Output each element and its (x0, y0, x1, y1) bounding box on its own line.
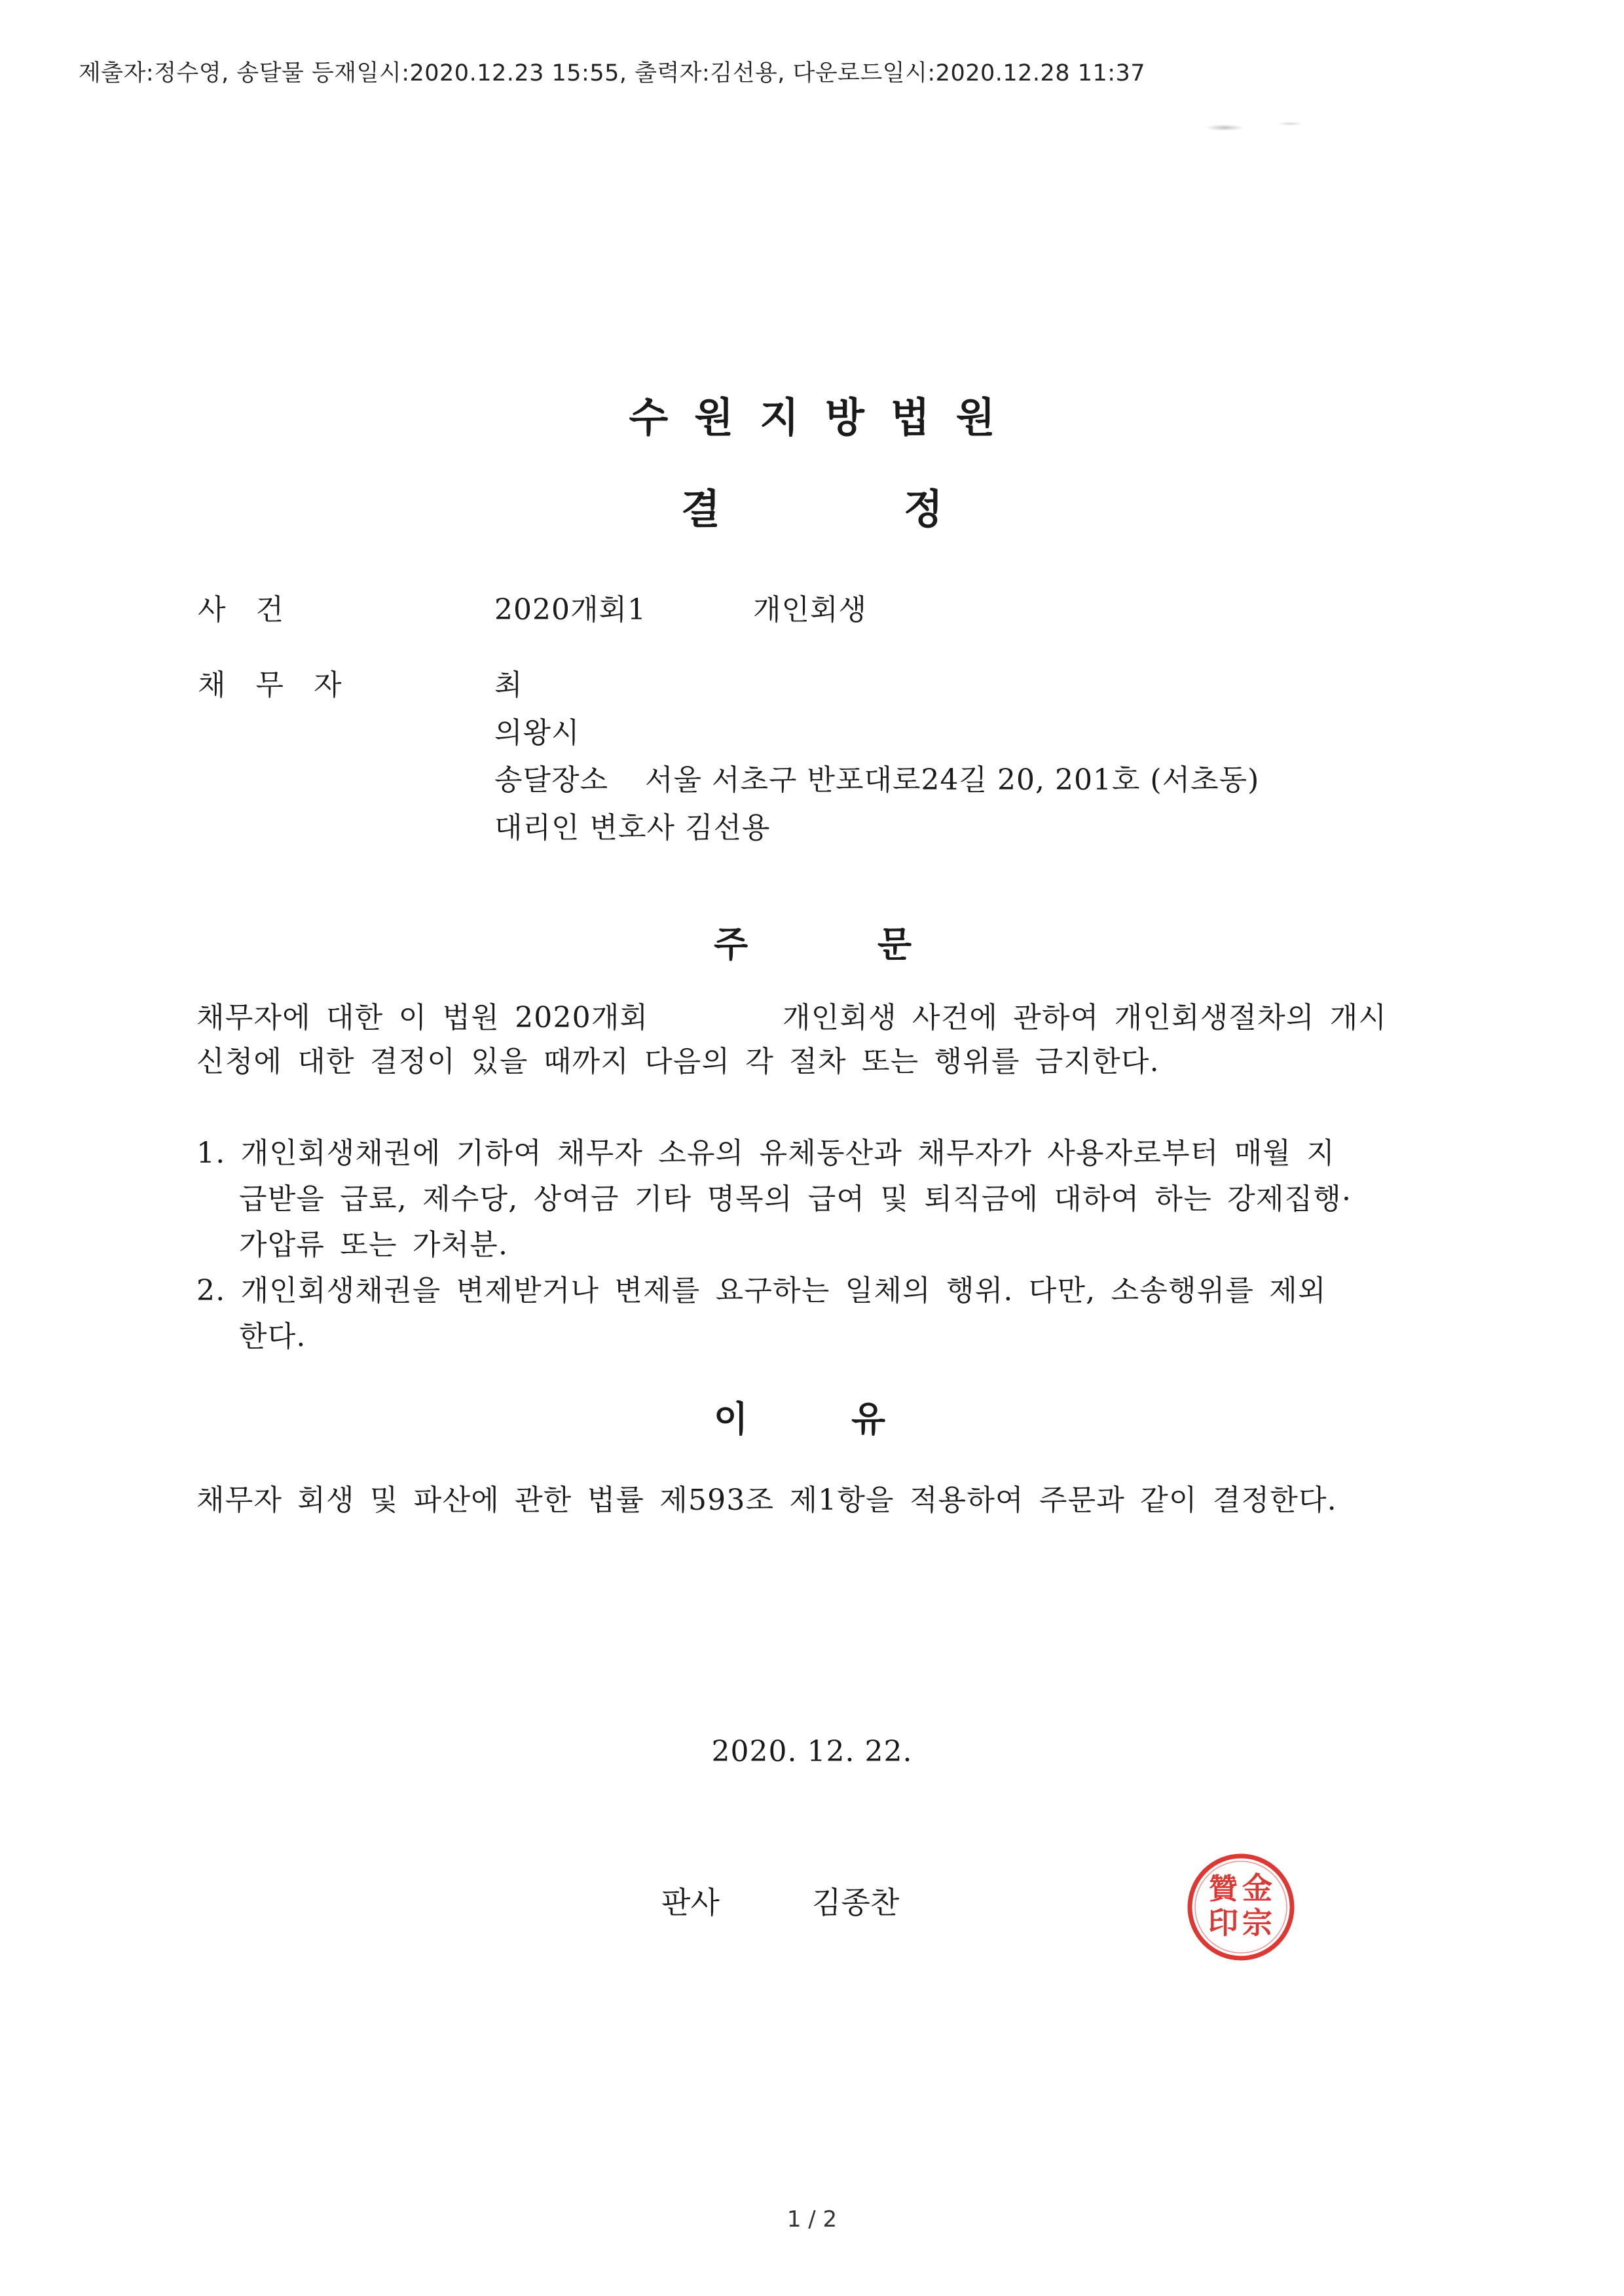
case-label: 사건 (198, 593, 314, 627)
svg-text:印: 印 (1208, 1905, 1238, 1941)
order-item2-line2: 한다. (239, 1320, 306, 1353)
page-number: 1 / 2 (786, 2206, 838, 2232)
service-address: 서울 서초구 반포대로24길 20, 201호 (서초동) (645, 763, 1260, 797)
order-intro-part2: 개인회생 사건에 관하여 개인회생절차의 개시 (783, 1001, 1388, 1034)
order-heading-left: 주 (714, 924, 748, 965)
decision-date: 2020. 12. 22. (711, 1735, 913, 1768)
case-number: 2020개회1 (494, 593, 646, 627)
doc-type-right: 정 (904, 485, 943, 533)
agent: 대리인 변호사 김선용 (494, 811, 771, 845)
order-heading-right: 문 (877, 924, 912, 965)
doc-type-left: 결 (681, 485, 720, 533)
svg-text:宗: 宗 (1242, 1905, 1272, 1941)
order-item1-line3: 가압류 또는 가처분. (239, 1228, 509, 1262)
scan-artifact (1205, 124, 1244, 131)
case-type: 개인회생 (753, 593, 868, 627)
reason-text: 채무자 회생 및 파산에 관한 법률 제593조 제1항을 적용하여 주문과 같이 결정한다. (196, 1484, 1337, 1517)
debtor-address: 의왕시 (494, 716, 580, 750)
judge-title: 판사 (661, 1885, 720, 1920)
service-label: 송달장소 (494, 763, 609, 797)
reason-heading-left: 이 (714, 1398, 748, 1440)
svg-text:金: 金 (1242, 1870, 1272, 1906)
debtor-name: 최 (494, 668, 523, 702)
order-intro-part1: 채무자에 대한 이 법원 2020개회 (196, 1001, 649, 1034)
debtor-label: 채무자 (198, 668, 372, 702)
document-header-info: 제출자:정수영, 송달물 등재일시:2020.12.23 15:55, 출력자:김선용, 다운로드일시:2020.12.28 11:37 (79, 60, 1146, 86)
order-item2-line1: 2. 개인회생채권을 변제받거나 변제를 요구하는 일체의 행위. 다만, 소송행위를 제외 (196, 1274, 1327, 1307)
judge-seal-stamp (1185, 1851, 1297, 1963)
order-intro-line2: 신청에 대한 결정이 있을 때까지 다음의 각 절차 또는 행위를 금지한다. (196, 1045, 1160, 1078)
scan-artifact (1277, 122, 1303, 126)
court-name: 수원지방법원 (629, 393, 1022, 441)
order-item1-line1: 1. 개인회생채권에 기하여 채무자 소유의 유체동산과 채무자가 사용자로부터 매월 지 (196, 1137, 1335, 1170)
order-item1-line2: 급받을 급료, 제수당, 상여금 기타 명목의 급여 및 퇴직금에 대하여 하는 강제집행· (239, 1182, 1352, 1216)
judge-name: 김종찬 (812, 1885, 900, 1920)
svg-text:贊: 贊 (1209, 1872, 1238, 1906)
reason-heading-right: 유 (851, 1398, 886, 1440)
